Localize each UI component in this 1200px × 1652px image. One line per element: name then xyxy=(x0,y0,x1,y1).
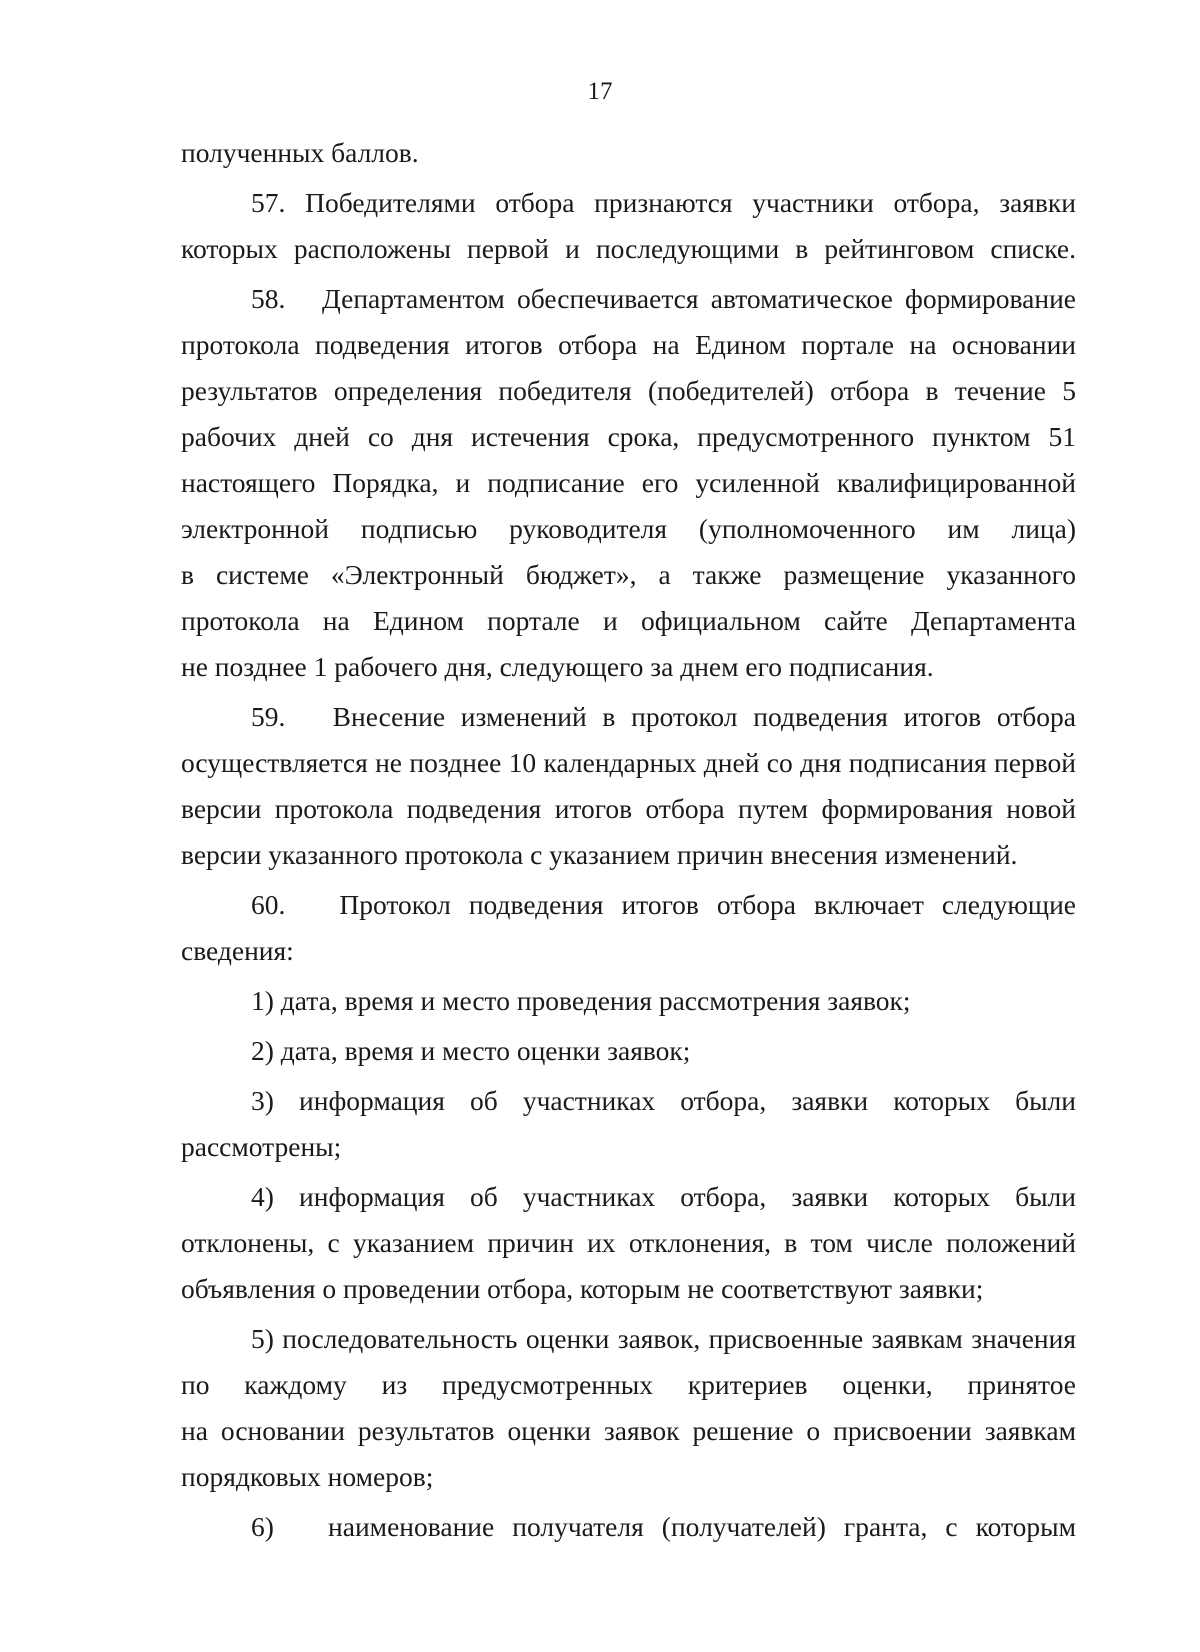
paragraph-57-line: которых расположены первой и последующими в рейтинговом списке. xyxy=(181,233,1076,264)
paragraph-59-line: версии указанного протокола с указанием причин внесения изменений. xyxy=(181,839,1018,870)
document-body xyxy=(181,130,1076,1550)
paragraph-58-line: протокола на Едином портале и официальном сайте Департамента xyxy=(181,605,1076,636)
list-item-3: 3) информация об участниках отбора, заявки которых были xyxy=(251,1085,1076,1116)
paragraph-58-line: электронной подписью руководителя (уполномоченного им лица) xyxy=(181,513,1076,544)
paragraph-58-line: не позднее 1 рабочего дня, следующего за днем его подписания. xyxy=(181,651,934,682)
paragraph-59-line: 59. Внесение изменений в протокол подведения итогов отбора xyxy=(251,701,1076,732)
paragraph-58-line: настоящего Порядка, и подписание его усиленной квалифицированной xyxy=(181,467,1076,498)
list-item-6: 6) наименование получателя (получателей) гранта, с которым xyxy=(251,1511,1076,1542)
paragraph-58-line: результатов определения победителя (победителей) отбора в течение 5 xyxy=(181,375,1076,406)
list-item-5: на основании результатов оценки заявок решение о присвоении заявкам xyxy=(181,1415,1076,1446)
list-item-5: порядковых номеров; xyxy=(181,1461,434,1492)
page-number: 17 xyxy=(587,78,613,105)
paragraph-57-line: 57. Победителями отбора признаются участники отбора, заявки xyxy=(251,187,1076,218)
paragraph-58-line: рабочих дней со дня истечения срока, предусмотренного пунктом 51 xyxy=(181,421,1076,452)
list-item-5: по каждому из предусмотренных критериев оценки, принятое xyxy=(181,1369,1076,1400)
list-item-3: рассмотрены; xyxy=(181,1131,342,1162)
list-item-5: 5) последовательность оценки заявок, присвоенные заявкам значения xyxy=(251,1323,1076,1354)
paragraph-60-line: сведения: xyxy=(181,935,294,966)
paragraph-58-line: 58. Департаментом обеспечивается автоматическое формирование xyxy=(251,283,1076,314)
list-item-2: 2) дата, время и место оценки заявок; xyxy=(251,1035,691,1066)
paragraph-58-line: в системе «Электронный бюджет», а также размещение указанного xyxy=(181,559,1076,590)
list-item-4: объявления о проведении отбора, которым не соответствуют заявки; xyxy=(181,1273,984,1304)
text-line: полученных баллов. xyxy=(181,137,419,168)
paragraph-60-line: 60. Протокол подведения итогов отбора включает следующие xyxy=(251,889,1076,920)
paragraph-59-line: осуществляется не позднее 10 календарных дней со дня подписания первой xyxy=(181,747,1076,778)
paragraph-59-line: версии протокола подведения итогов отбора путем формирования новой xyxy=(181,793,1076,824)
list-item-1: 1) дата, время и место проведения рассмотрения заявок; xyxy=(251,985,911,1016)
paragraph-58-line: протокола подведения итогов отбора на Едином портале на основании xyxy=(181,329,1076,360)
list-item-4: отклонены, с указанием причин их отклонения, в том числе положений xyxy=(181,1227,1076,1258)
list-item-4: 4) информация об участниках отбора, заявки которых были xyxy=(251,1181,1076,1212)
